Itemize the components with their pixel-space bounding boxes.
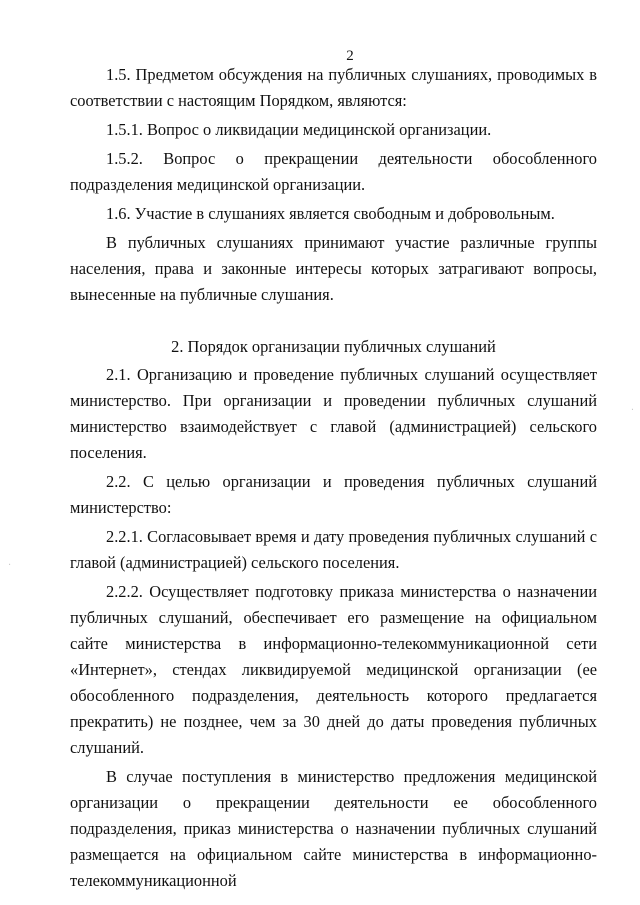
paragraph-2-2-2: 2.2.2. Осуществляет подготовку приказа министерства о назначении публичных слушаний, обеспечивает его размещение на официальном сайте министерства в информационно-телекоммуникационной сети «Интернет», стендах ликвидируемой медицинской организации (ее обособленного подразделения, деятельность которого предлагается прекратить) не позднее, чем за 30 дней до даты проведения публичных слушаний. [70, 582, 597, 757]
document-body [70, 62, 597, 897]
paragraph-2-2-1: 2.2.1. Согласовывает время и дату проведения публичных слушаний с главой (администрацией) сельского поселения. [70, 527, 597, 572]
paragraph-proposal-case: В случае поступления в министерство предложения медицинской организации о прекращении деятельности ее обособленного подразделения, приказ министерства о назначении публичных слушаний размещается на официальном сайте министерства в информационно-телекоммуникационной [70, 767, 597, 890]
scan-edge-mark: · [630, 405, 634, 416]
paragraph-2-2: 2.2. С целью организации и проведения публичных слушаний министерство: [70, 472, 597, 517]
section-heading-2: 2. Порядок организации публичных слушаний [171, 337, 496, 356]
paragraph-1-5-1: 1.5.1. Вопрос о ликвидации медицинской организации. [106, 120, 492, 139]
paragraph-1-5: 1.5. Предметом обсуждения на публичных слушаниях, проводимых в соответствии с настоящим Порядком, являются: [70, 65, 597, 110]
paragraph-1-6: 1.6. Участие в слушаниях является свободным и добровольным. [106, 204, 555, 223]
page-number: 2 [346, 48, 354, 64]
paragraph-1-5-2: 1.5.2. Вопрос о прекращении деятельности обособленного подразделения медицинской организации. [70, 149, 597, 194]
paragraph-participants: В публичных слушаниях принимают участие различные группы населения, права и законные интересы которых затрагивают вопросы, вынесенные на публичные слушания. [70, 233, 597, 304]
paragraph-2-1: 2.1. Организацию и проведение публичных слушаний осуществляет министерство. При организации и проведении публичных слушаний министерство взаимодействует с главой (администрацией) сельского поселения. [70, 365, 597, 462]
scan-edge-mark: · [8, 560, 12, 571]
